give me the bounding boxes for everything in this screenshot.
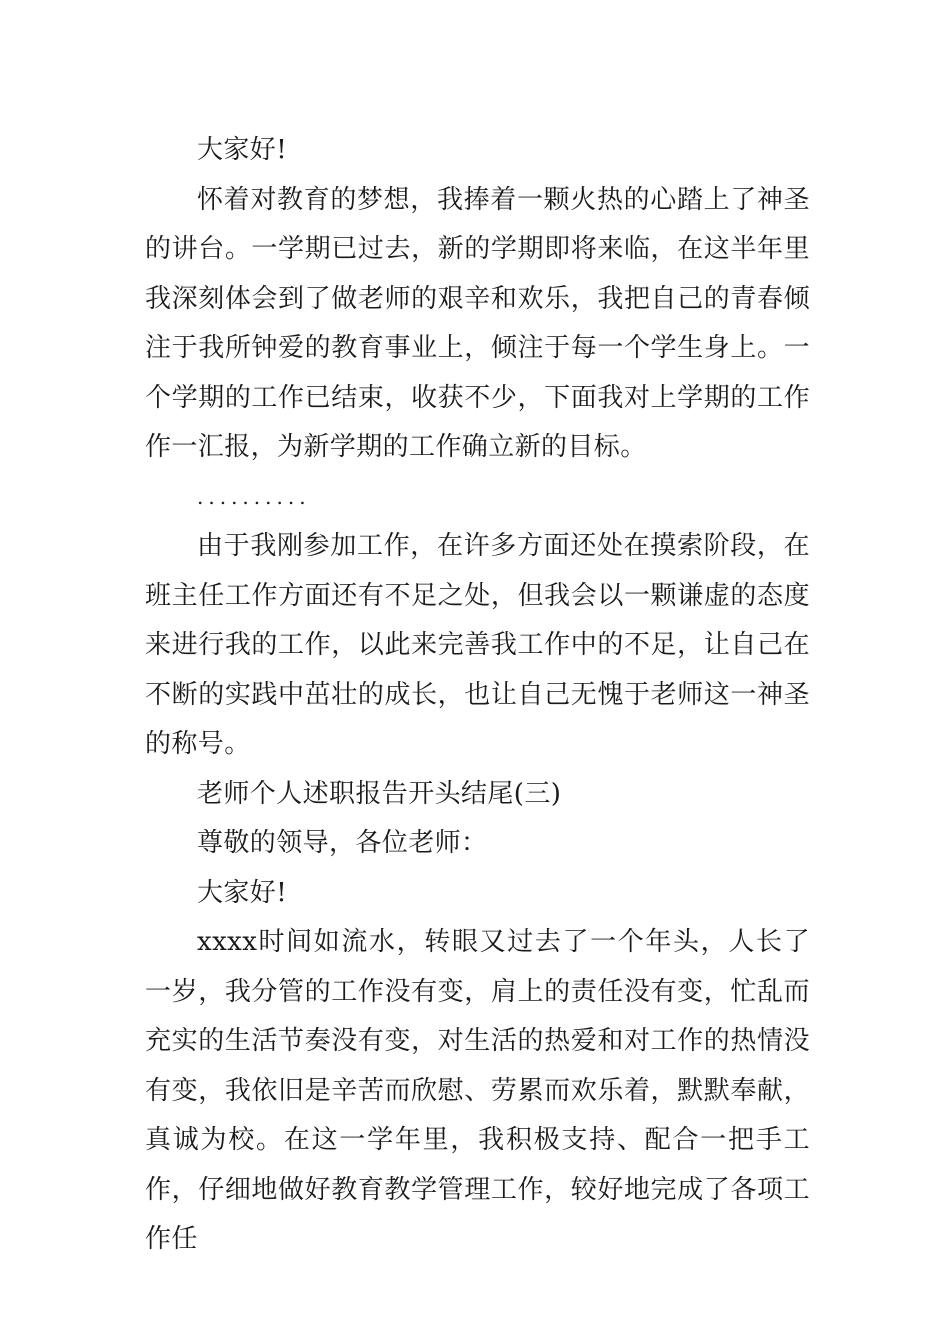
paragraph-intro: 怀着对教育的梦想，我捧着一颗火热的心踏上了神圣的讲台。一学期已过去，新的学期即将来临，在这半年里我深刻体会到了做老师的艰辛和欢乐，我把自己的青春倾注于我所钟爱的教育事业上，倾注于每一个学生身上。一个学期的工作已结束，收获不少，下面我对上学期的工作作一汇报，为新学期的工作确立新的目标。 [145, 184, 810, 462]
greeting: 大家好! [197, 877, 288, 908]
document-body [145, 126, 810, 1265]
section-title: 老师个人述职报告开头结尾(三) [197, 778, 562, 809]
greeting: 大家好! [197, 135, 288, 165]
ellipsis: .......... [197, 484, 311, 509]
paragraph-reflection: 由于我刚参加工作，在许多方面还处在摸索阶段，在班主任工作方面还有不足之处，但我会以一颗谦虚的态度来进行我的工作，以此来完善我工作中的不足，让自己在不断的实践中茁壮的成长，也让自己无愧于老师这一神圣的称号。 [145, 531, 810, 759]
paragraph-report: xxxx时间如流水，转眼又过去了一个年头，人长了一岁，我分管的工作没有变，肩上的责任没有变，忙乱而充实的生活节奏没有变，对生活的热爱和对工作的热情没有变，我依旧是辛苦而欣慰、劳累而欢乐着，默默奉献，真诚为校。在这一学年里，我积极支持、配合一把手工作，仔细地做好教育教学管理工作，较好地完成了各项工作任 [145, 927, 810, 1254]
salutation: 尊敬的领导，各位老师： [197, 828, 488, 858]
